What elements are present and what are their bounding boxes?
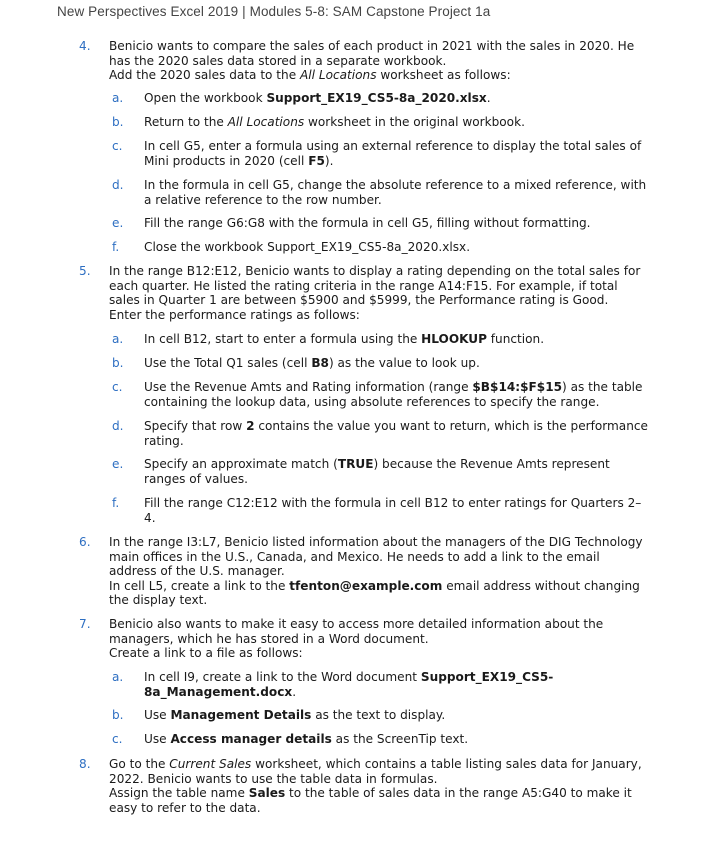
step-number: 5. [79, 264, 91, 278]
step-text [109, 39, 654, 83]
sub-letter: d. [112, 178, 124, 192]
sub-letter: c. [112, 139, 123, 153]
sub-letter: d. [112, 419, 124, 433]
sub-letter: f. [112, 240, 120, 254]
text-line: In cell G5, enter a formula using an external reference to display the total sales of [144, 139, 642, 153]
sub-text [144, 496, 654, 525]
text-line: In cell L5, create a link to the tfenton@example.com email address without changing [109, 578, 640, 593]
step-number: 4. [79, 39, 91, 53]
text-line: In the range B12:E12, Benicio wants to display a rating depending on the total sales for [109, 264, 641, 278]
text-line: Go to the Current Sales worksheet, which contains a table listing sales data for January, [109, 757, 642, 771]
sub-letter: e. [112, 216, 124, 230]
step-number: 6. [79, 535, 91, 549]
sub-text [144, 216, 654, 231]
text-line: Enter the performance ratings as follows: [109, 307, 360, 322]
text-line: Fill the range C12:E12 with the formula in cell B12 to enter ratings for Quarters 2– [144, 496, 642, 510]
text-line: easy to refer to the data. [109, 800, 261, 815]
text-line: In cell B12, start to enter a formula using the HLOOKUP function. [144, 332, 545, 346]
sub-letter: c. [112, 732, 123, 746]
step-text [109, 757, 654, 815]
text-line: Mini products in 2020 (cell F5). [144, 153, 334, 168]
text-line: Create a link to a file as follows: [109, 646, 303, 661]
text-line: 2022. Benicio wants to use the table data in formulas. [109, 771, 438, 786]
text-line: address of the U.S. manager. [109, 564, 285, 579]
text-line: Specify that row 2 contains the value you want to return, which is the performance [144, 419, 648, 433]
page-header: New Perspectives Excel 2019 | Modules 5-8: SAM Capstone Project 1a [57, 4, 491, 19]
sub-text [144, 670, 654, 699]
sub-letter: a. [112, 91, 124, 105]
sub-text [144, 356, 654, 371]
step-number: 8. [79, 757, 91, 771]
text-line: main offices in the U.S., Canada, and Mexico. He needs to add a link to the email [109, 549, 600, 564]
sub-text [144, 332, 654, 347]
sub-text [144, 457, 654, 486]
text-line: Use the Revenue Amts and Rating information (range $B$14:$F$15) as the table [144, 380, 643, 394]
text-line: the display text. [109, 593, 208, 608]
text-line: Use the Total Q1 sales (cell B8) as the value to look up. [144, 356, 480, 370]
text-line: each quarter. He listed the rating criteria in the range A14:F15. For example, if total [109, 278, 618, 293]
text-line: ranges of values. [144, 471, 248, 486]
sub-letter: a. [112, 670, 124, 684]
sub-text [144, 139, 654, 168]
text-line: containing the lookup data, using absolute references to specify the range. [144, 394, 600, 409]
sub-text [144, 419, 654, 448]
sub-text [144, 115, 654, 130]
text-line: Specify an approximate match (TRUE) because the Revenue Amts represent [144, 457, 610, 471]
sub-text [144, 708, 654, 723]
text-line: Assign the table name Sales to the table of sales data in the range A5:G40 to make it [109, 786, 632, 801]
text-line: a relative reference to the row number. [144, 192, 382, 207]
sub-letter: b. [112, 115, 124, 129]
sub-letter: b. [112, 708, 124, 722]
sub-text [144, 178, 654, 207]
text-line: Close the workbook Support_EX19_CS5-8a_2020.xlsx. [144, 240, 471, 254]
text-line: In the formula in cell G5, change the absolute reference to a mixed reference, with [144, 178, 647, 192]
sub-letter: f. [112, 496, 120, 510]
text-line: Use Access manager details as the ScreenTip text. [144, 732, 469, 746]
sub-text [144, 732, 654, 747]
text-line: managers, which he has stored in a Word document. [109, 631, 429, 646]
text-line: Benicio wants to compare the sales of each product in 2021 with the sales in 2020. He [109, 39, 635, 53]
sub-letter: c. [112, 380, 123, 394]
sub-letter: b. [112, 356, 124, 370]
step-number: 7. [79, 617, 91, 631]
sub-letter: a. [112, 332, 124, 346]
sub-text [144, 240, 654, 255]
text-line: Benicio also wants to make it easy to access more detailed information about the [109, 617, 604, 631]
text-line: Add the 2020 sales data to the All Locations worksheet as follows: [109, 68, 511, 83]
step-text [109, 617, 654, 661]
step-text [109, 535, 654, 608]
text-line: Open the workbook Support_EX19_CS5-8a_2020.xlsx. [144, 91, 491, 105]
text-line: 8a_Management.docx. [144, 684, 297, 699]
text-line: Fill the range G6:G8 with the formula in cell G5, filling without formatting. [144, 216, 591, 230]
step-text [109, 264, 654, 322]
sub-letter: e. [112, 457, 124, 471]
text-line: has the 2020 sales data stored in a separate workbook. [109, 53, 447, 68]
text-line: rating. [144, 433, 184, 448]
text-line: sales in Quarter 1 are between $5900 and $5999, the Performance rating is Good. [109, 293, 609, 308]
text-line: Return to the All Locations worksheet in the original workbook. [144, 115, 525, 129]
text-line: In the range I3:L7, Benicio listed information about the managers of the DIG Technology [109, 535, 643, 549]
sub-text [144, 380, 654, 409]
text-line: 4. [144, 510, 156, 525]
sub-text [144, 91, 654, 106]
text-line: Use Management Details as the text to display. [144, 708, 446, 722]
text-line: In cell I9, create a link to the Word document Support_EX19_CS5- [144, 670, 554, 684]
